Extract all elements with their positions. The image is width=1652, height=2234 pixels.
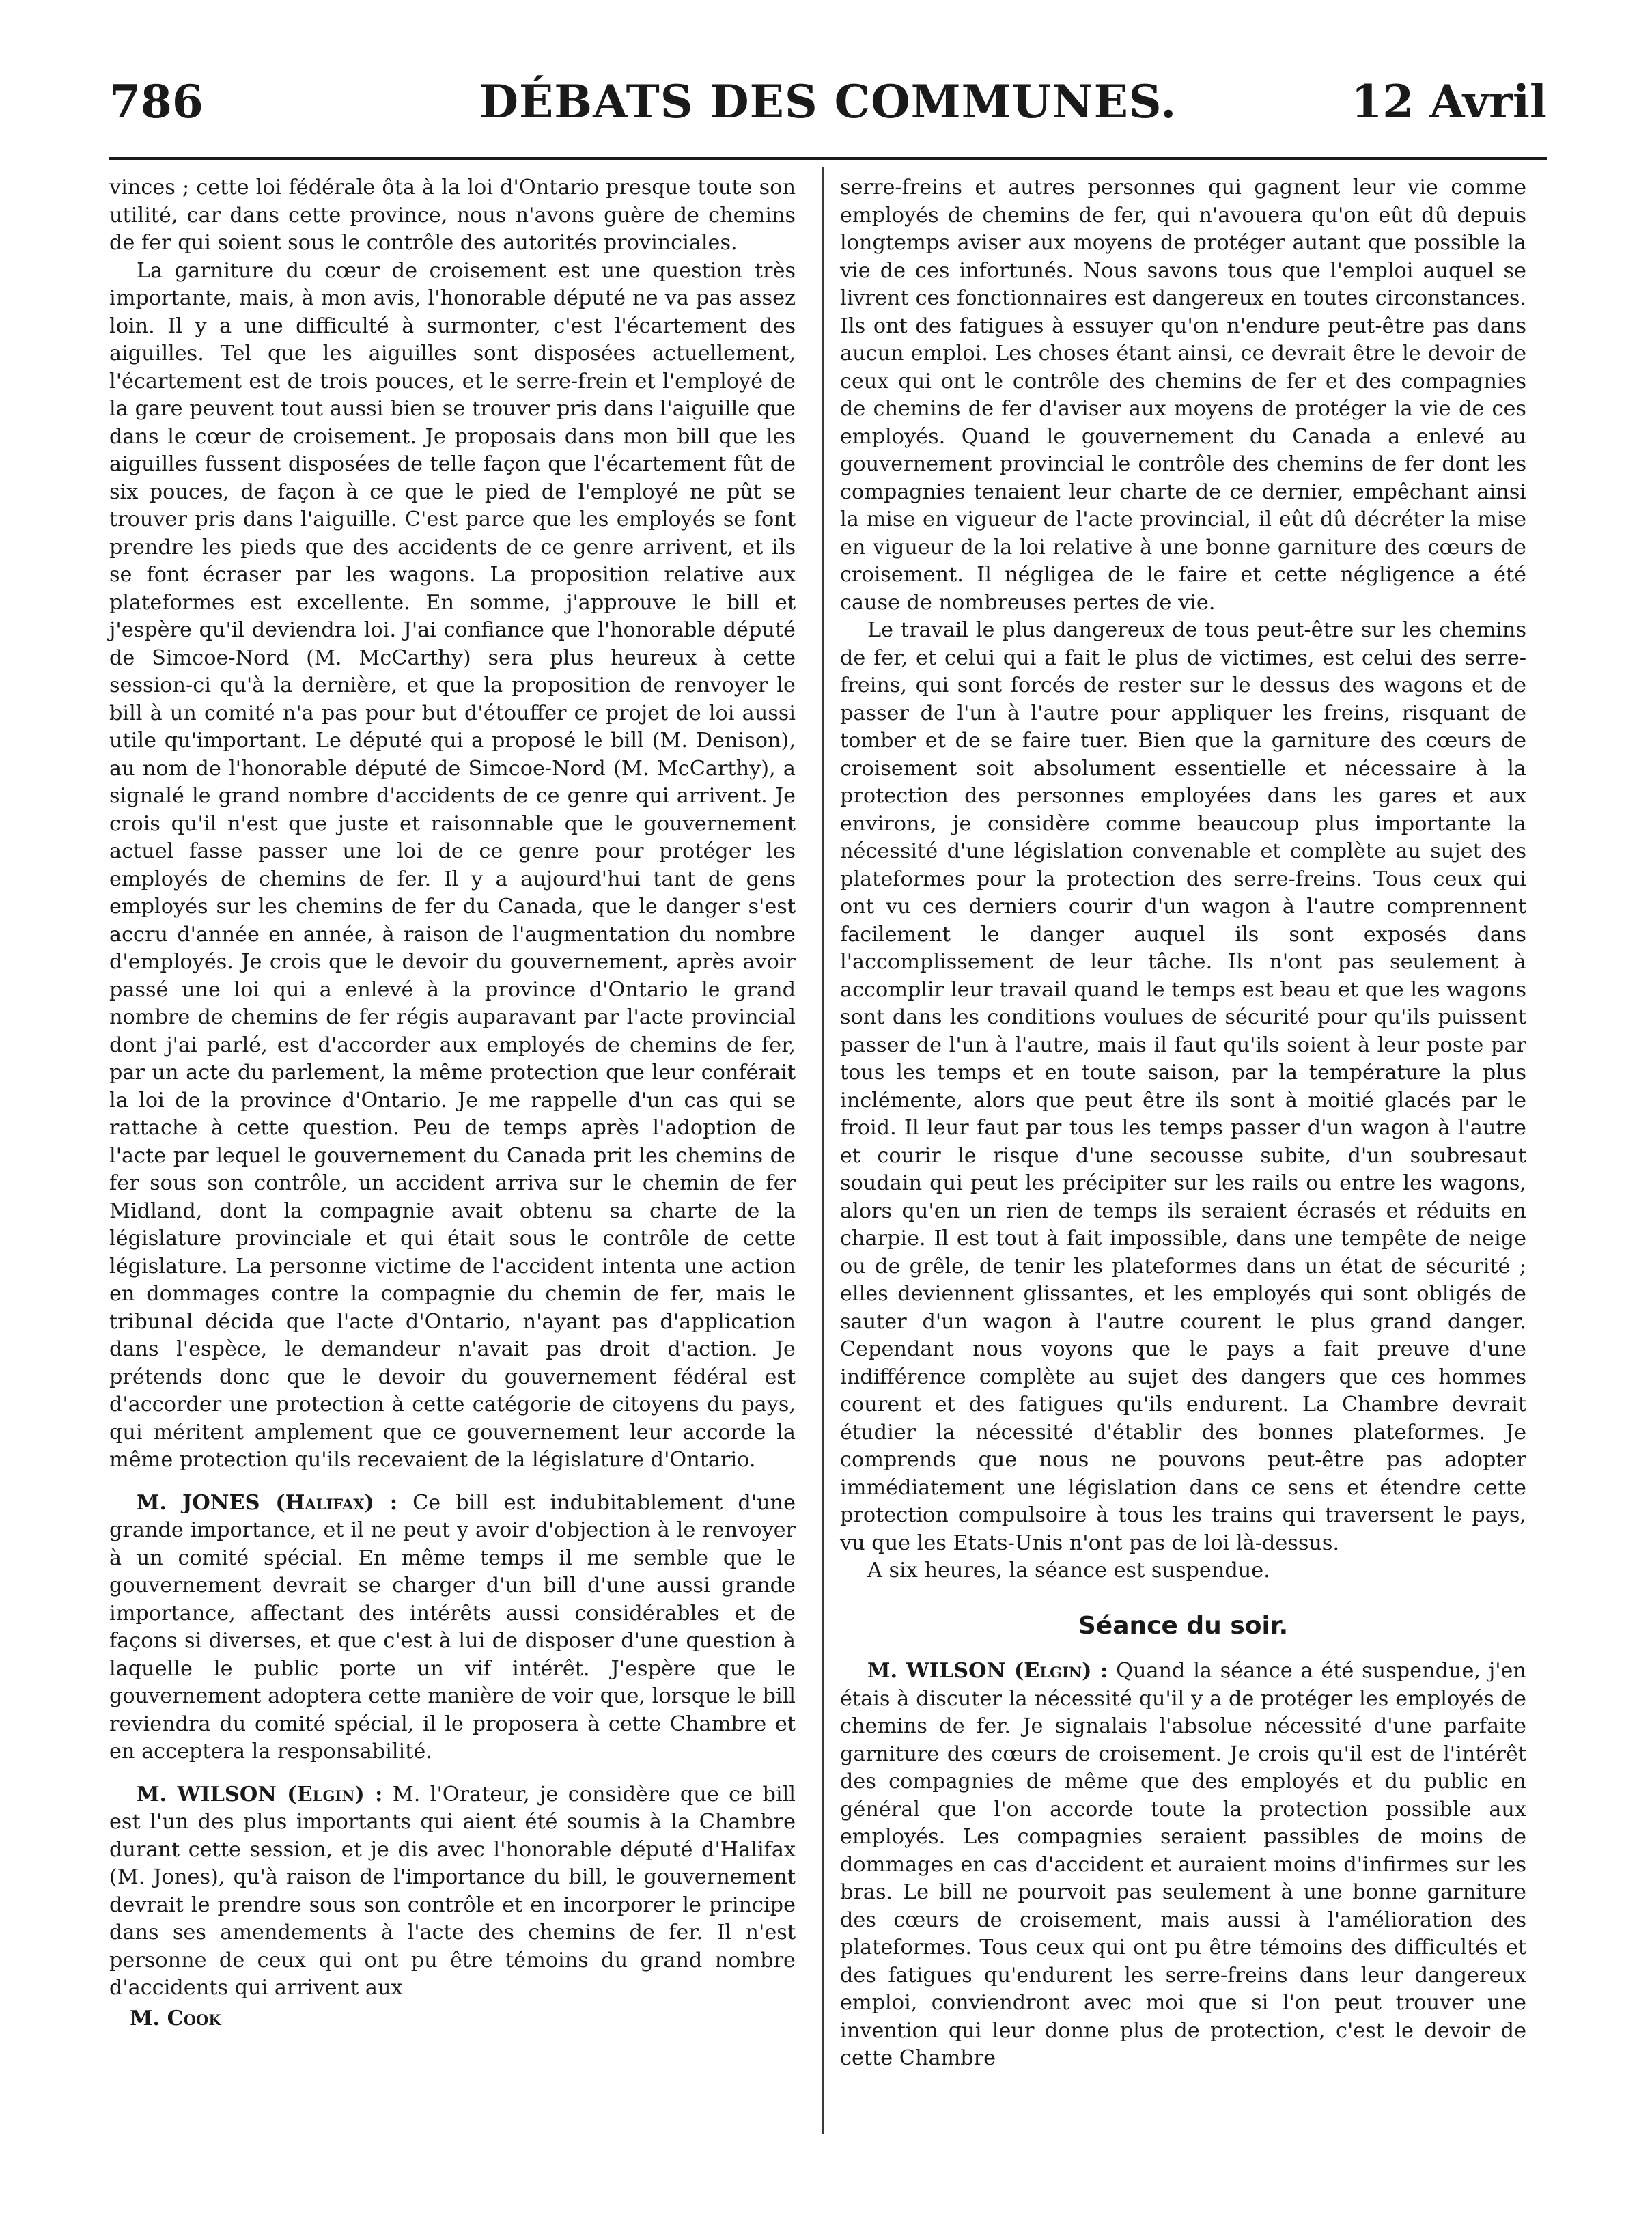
- paragraph: La garniture du cœur de croisement est une question très importante, mais, à mon avis, l'honorable député ne va pas assez loin. Il y a une difficulté à surmonter, c'est l'écartement des aiguilles. Tel que les aiguilles sont disposées actuellement, l'écartement est de trois pouces, et le serre-frein et l'employé de la gare peuvent tout aussi bien se trouver pris dans l'aiguille que dans le cœur de croisement. Je proposais dans mon bill que les aiguilles fussent disposées de telle façon que l'écartement fût de six pouces, de façon à ce que le pied de l'employé ne pût se trouver pris dans l'aiguille. C'est parce que les employés se font prendre les pieds que des accidents de ce genre arrivent, et ils se font écraser par les wagons. La proposition relative aux plateformes est excellente. En somme, j'approuve le bill et j'espère qu'il deviendra loi. J'ai confiance que l'honorable député de Simcoe-Nord (M. McCarthy) sera plus heureux à cette session-ci qu'à la dernière, et que la proposition de renvoyer le bill à un comité n'a pas pour but d'étouffer ce projet de loi aussi utile qu'important. Le député qui a proposé le bill (M. Denison), au nom de l'honorable député de Simcoe-Nord (M. McCarthy), a signalé le grand nombre d'accidents de ce genre qui arrivent. Je crois qu'il n'est que juste et raisonnable que le gouvernement actuel fasse passer une loi de ce genre pour protéger les employés de chemins de fer. Il y a aujourd'hui tant de gens employés sur les chemins de fer du Canada, que le danger s'est accru d'année en année, à raison de l'augmentation du nombre d'employés. Je crois que le devoir du gouvernement, après avoir passé une loi qui a enlevé à la province d'Ontario le grand nombre de chemins de fer régis auparavant par l'acte provincial dont j'ai parlé, est d'accorder aux employés de chemins de fer, par un acte du parlement, la même protection que leur conférait la loi de la province d'Ontario. Je me rappelle d'un cas qui se rattache à cette question. Peu de temps après l'adoption de l'acte par lequel le gouvernement du Canada prit les chemins de fer sous son contrôle, un accident arriva sur le chemin de fer Midland, dont la compagnie avait obtenu sa charte de la législature provinciale et qui était sous le contrôle de cette législature. La personne victime de l'accident intenta une action en dommages contre la compagnie du chemin de fer, mais le tribunal décida que l'acte d'Ontario, n'ayant pas d'application dans l'espèce, le demandeur n'avait pas droit d'action. Je prétends donc que le devoir du gouvernement fédéral est d'accorder une protection à cette catégorie de citoyens du pays, qui méritent amplement que ce gouvernement leur accorde la même protection qu'ils recevaient de la législature d'Ontario.: [109, 258, 796, 1472]
- section-title: Séance du soir.: [1078, 1611, 1289, 1640]
- speaker-name: M. WILSON (Elgin) :: [867, 1659, 1108, 1683]
- speech-text: Quand la séance a été suspendue, j'en étais à discuter la nécessité qu'il y a de protéger les employés de chemins de fer. Je signalais l'absolue nécessité d'une parfaite garniture des cœurs de croisement. Je crois qu'il est de l'intérêt des compagnies de même que des employés et du public en général que l'on accorde toute la protection possible aux employés. Les compagnies seraient passibles de moins de dommages en cas d'accident et auraient moins d'infirmes sur les bras. Le bill ne pourvoit pas seulement à une bonne garniture des cœurs de croisement, mais aussi à l'amélioration des plateformes. Tous ceux qui ont pu être témoins des difficultés et des fatigues qu'endurent les serre-freins dans leur dangereux emploi, conviendront avec moi que si l'on peut trouver une invention qui leur donne plus de protection, c'est le devoir de cette Chambre: [840, 1659, 1526, 2070]
- running-title: DÉBATS DES COMMUNES.: [479, 75, 1177, 128]
- paragraph: vinces ; cette loi fédérale ôta à la loi d'Ontario presque toute son utilité, car dans cette province, nous n'avons guère de chemins de fer qui soient sous le contrôle des autorités provinciales.: [109, 176, 796, 255]
- page-header: [109, 75, 1547, 150]
- speech-wilson: [840, 1658, 1526, 2073]
- speech-text: M. l'Orateur, je considère que ce bill est l'un des plus importants qui aient été soumis à la Chambre durant cette session, et je dis avec l'honorable député d'Halifax (M. Jones), qu'à raison de l'importance du bill, le gouvernement devrait le prendre sous son contrôle et en incorporer le principe dans ses amendements à l'acte des chemins de fer. Il n'est personne de ceux qui ont pu être témoins du grand nombre d'accidents qui arrivent aux: [109, 1782, 796, 2000]
- paragraph: serre-freins et autres personnes qui gagnent leur vie comme employés de chemins de fer, qui n'avouera qu'on eût dû depuis longtemps aviser aux moyens de protéger autant que possible la vie de ces infortunés. Nous savons tous que l'emploi auquel se livrent ces fonctionnaires est dangereux en toutes circonstances. Ils ont des fatigues à essuyer qu'on n'endure peut-être pas dans aucun emploi. Les choses étant ainsi, ce devrait être le devoir de ceux qui ont le contrôle des chemins de fer et des compagnies de chemins de fer d'aviser aux moyens de protéger la vie de ces employés. Quand le gouvernement du Canada a enlevé au gouvernement provincial le contrôle des chemins de fer dont les compagnies tenaient leur charte de ce dernier, empêchant ainsi la mise en vigueur de l'acte provincial, il eût dû décréter la mise en vigueur de la loi relative à une bonne garniture des cœurs de croisement. Il négligea de le faire et cette négligence a été cause de nombreuses pertes de vie.: [840, 176, 1526, 615]
- speech-jones: [109, 1490, 796, 1766]
- header-rule: [109, 157, 1547, 160]
- speaker-name: M. WILSON (Elgin) :: [137, 1782, 383, 1806]
- speech-text: Ce bill est indubitablement d'une grande importance, et il ne peut y avoir d'objection à le renvoyer à un comité spécial. En même temps il me semble que le gouvernement devrait se charger d'un bill d'une aussi grande importance, affectant des intérêts aussi considérables et de façons si diverses, et que c'est à lui de disposer d'une question à laquelle le public porte un vif intérêt. J'espère que le gouvernement adoptera cette manière de voir que, lorsque le bill reviendra du comité spécial, il le proposera à cette Chambre et en acceptera la responsabilité.: [109, 1490, 796, 1763]
- page-date: 12 Avril: [1351, 75, 1547, 128]
- column-divider: [822, 167, 824, 2134]
- paragraph: A six heures, la séance est suspendue.: [867, 1559, 1270, 1582]
- speaker-name: M. JONES (Halifax) :: [137, 1490, 398, 1515]
- paragraph: Le travail le plus dangereux de tous peut-être sur les chemins de fer, et celui qui a fait le plus de victimes, est celui des serre-freins, qui sont forcés de rester sur le dessus des wagons et de passer de l'un à l'autre pour appliquer les freins, risquant de tomber et de se faire tuer. Bien que la garniture des cœurs de croisement soit absolument essentielle et nécessaire à la protection des personnes employées dans les gares et aux environs, je considère comme beaucoup plus importante la nécessité d'une législation convenable et complète au sujet des plateformes pour la protection des serre-freins. Tous ceux qui ont vu ces derniers courir d'un wagon à l'autre comprennent facilement le danger auquel ils sont exposés dans l'accomplissement de leur tâche. Ils n'ont pas seulement à accomplir leur travail quand le temps est beau et que les wagons sont dans les conditions voulues de sécurité pour qu'ils puissent passer de l'un à l'autre, mais il faut qu'ils soient à leur poste par tous les temps et en toute saison, par la température la plus inclémente, alors que peut être ils sont à moitié glacés par le froid. Il leur faut par tous les temps passer d'un wagon à l'autre et courir le risque d'une secousse subite, d'un soubresaut soudain qui peut les précipiter sur les rails ou entre les wagons, alors qu'en un rien de temps ils seraient écrasés et réduits en charpie. Il est tout à fait impossible, dans une tempête de neige ou de grêle, de tenir les plateformes dans un état de sécurité ; elles deviennent glissantes, et les employés qui sont obligés de sauter d'un wagon à l'autre courent le plus grand danger. Cependant nous voyons que le pays a fait preuve d'une indifférence complète au sujet des dangers que ces hommes courent et des fatigues qu'ils endurent. La Chambre devrait étudier la nécessité d'établir des bonnes plateformes. Je comprends que nous ne pouvons peut-être pas adopter immédiatement une législation dans ce sens et étendre cette protection compulsoire à tous les trains qui traversent le pays, vu que les Etats-Unis n'ont pas de loi là-dessus.: [840, 618, 1526, 1555]
- page-number: 786: [109, 75, 204, 128]
- speech-wilson: [109, 1781, 796, 2002]
- signature-mark: M. Cook: [130, 2006, 221, 2030]
- left-column: [109, 174, 796, 2033]
- right-column: [840, 174, 1526, 2073]
